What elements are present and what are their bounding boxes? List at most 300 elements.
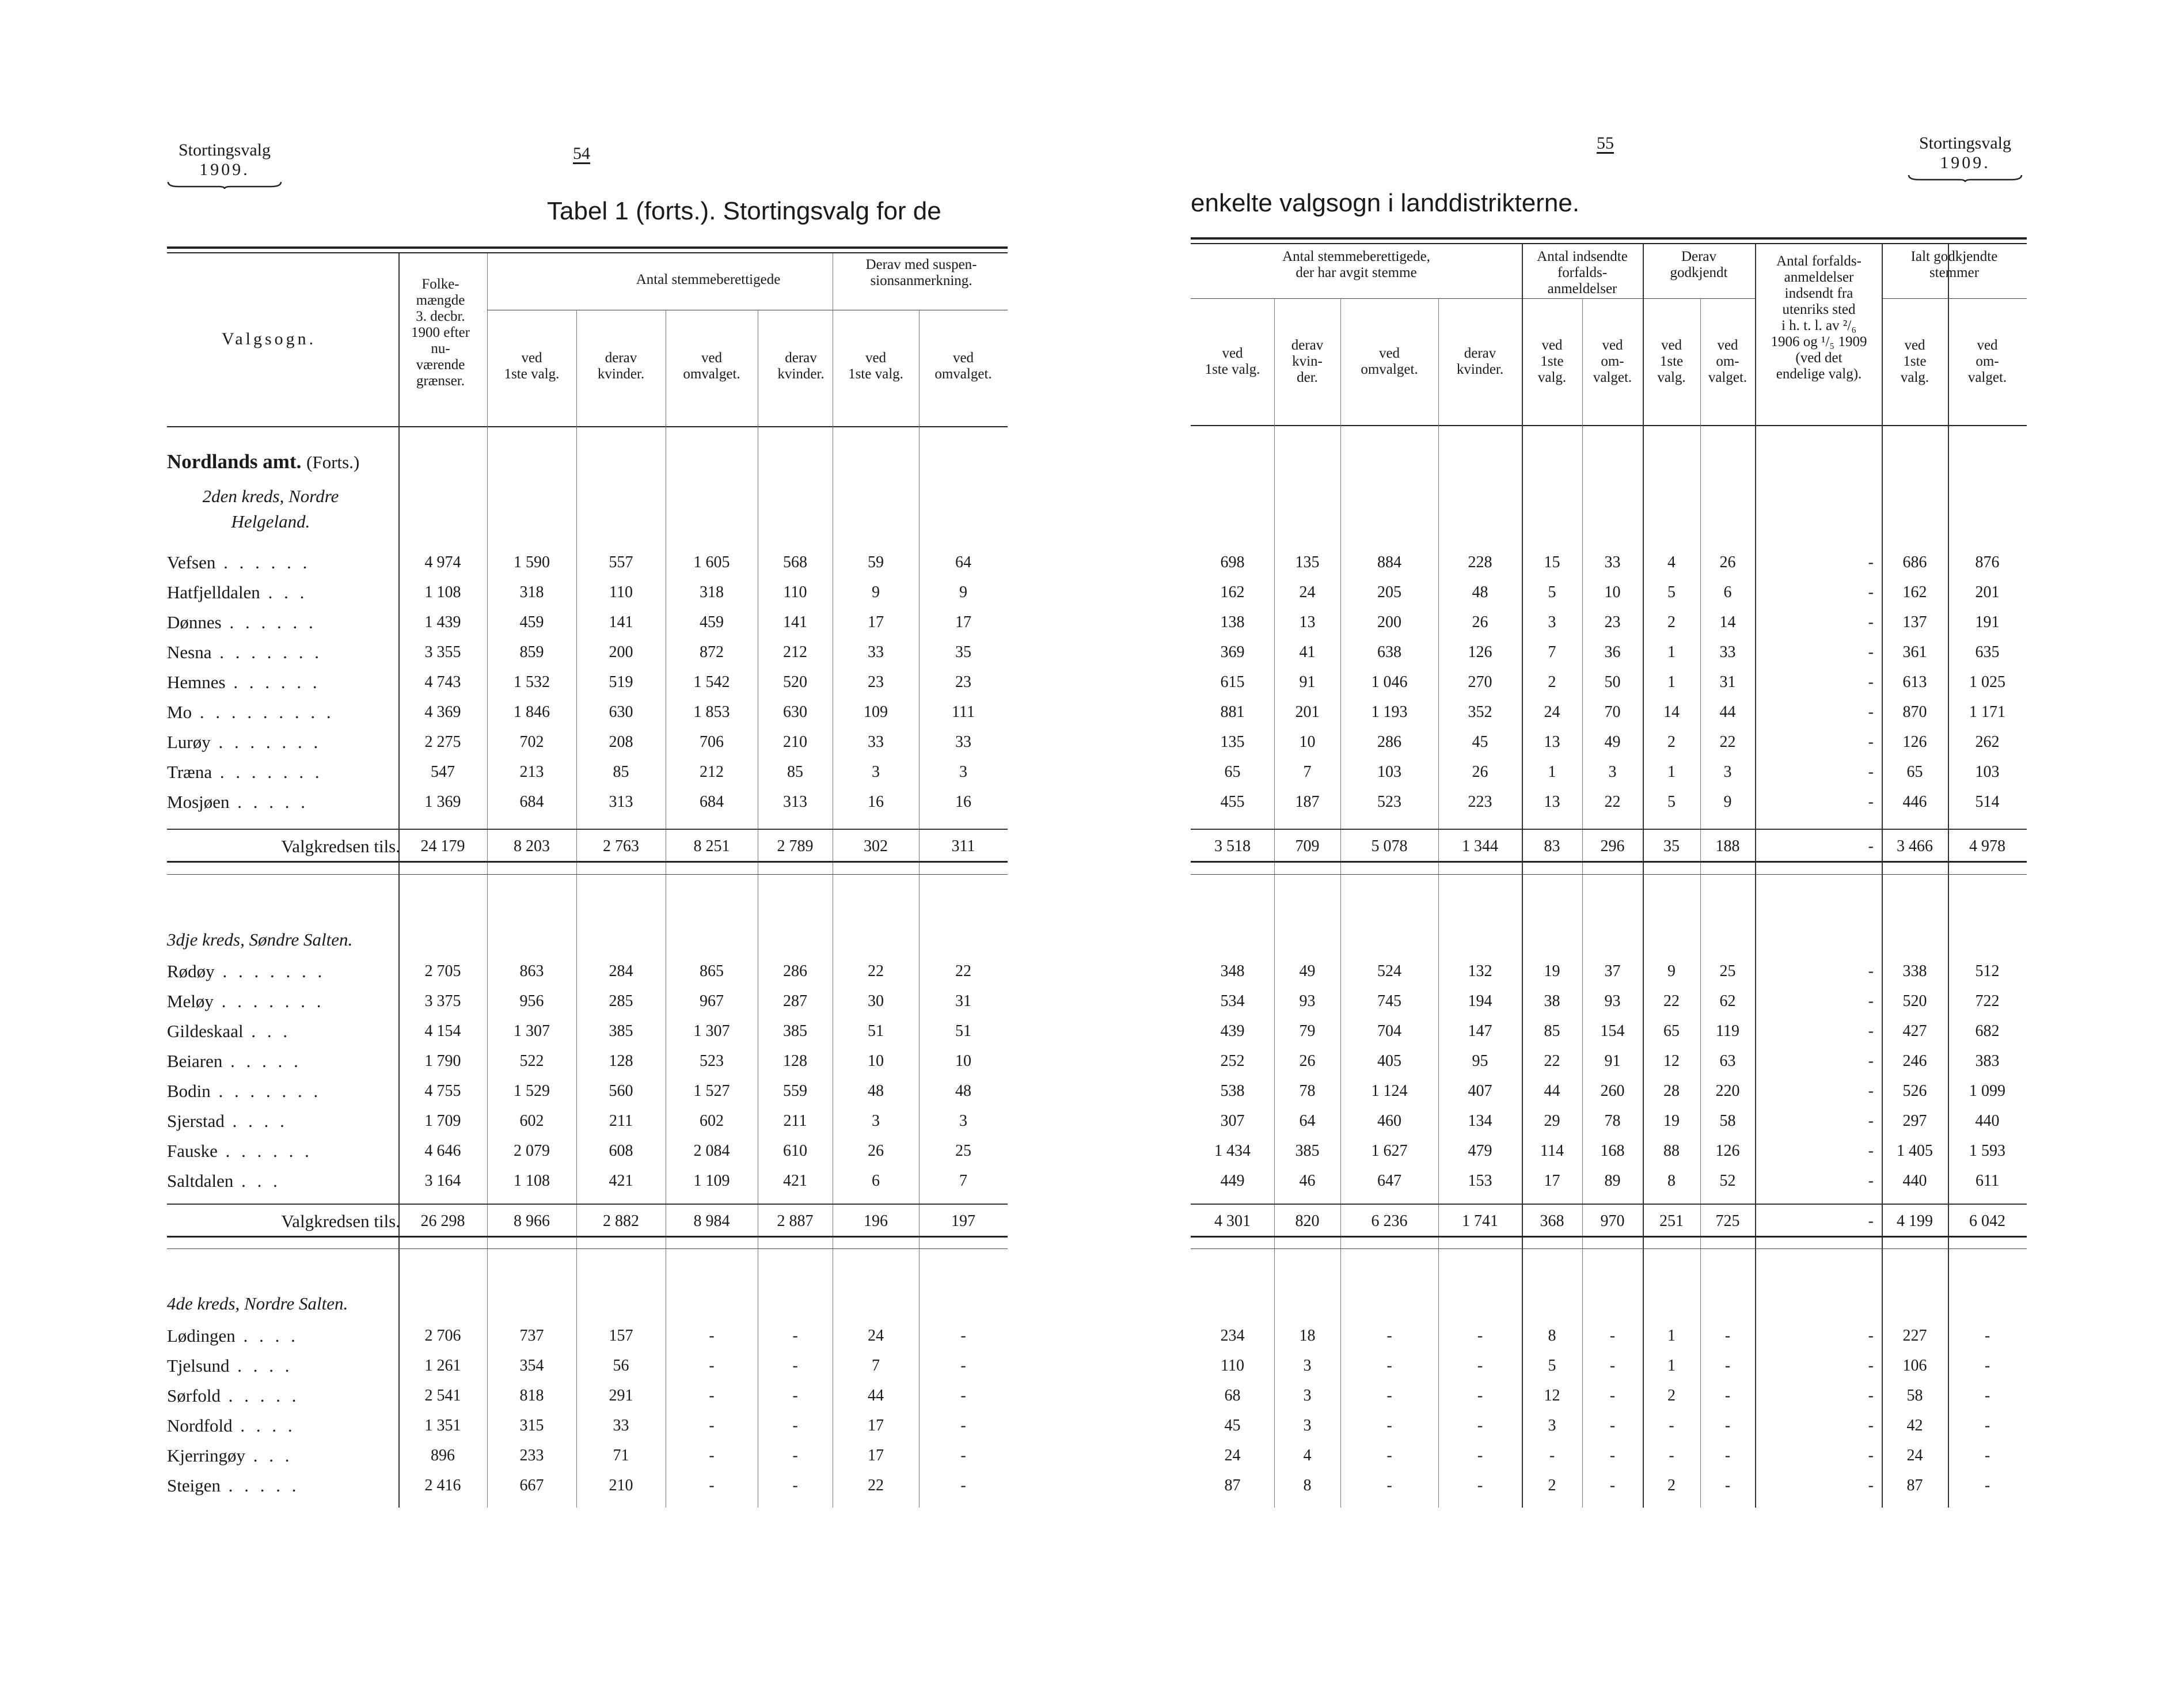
table-cell: - [1386,1387,1392,1405]
header-c6 [1582,337,1643,386]
table-cell: 147 [1468,1022,1492,1040]
header-line: 1906 og ¹/₅ 1909 [1771,334,1867,350]
table-cell: 260 [1600,1082,1625,1100]
table-cell: 7 [1548,643,1556,661]
table-cell: 3 [1548,1417,1556,1434]
header-c5 [1522,337,1582,386]
table-cell: - [1868,1022,1874,1040]
table-cell: - [1868,763,1874,781]
table-cell: 9 [1667,962,1676,980]
section-rule [1191,874,2027,875]
table-top-rule-2 [1191,243,2027,244]
leader-dots: . . . . . . . . . [192,702,335,722]
row-label [167,1167,281,1195]
row-label [167,758,323,787]
header-line: anmeldelser [1784,270,1854,285]
table-cell: - [960,1447,966,1464]
header-line: utenriks sted [1782,302,1856,317]
table-cell: 1 [1667,643,1676,661]
row-label [167,548,310,577]
table-cell: 33 [955,733,971,751]
table-cell: 22 [1719,733,1736,751]
leader-dots: . . . . . [221,1386,300,1406]
table-row [1191,728,2027,757]
col-line [1882,244,1883,1508]
header-sub-rule [1191,298,1755,299]
table-row [1191,1381,2027,1410]
table-cell: 93 [1299,992,1316,1010]
section-title [167,1292,397,1315]
leader-dots: . . . . . . [217,1141,313,1161]
header-line: 1ste [1903,354,1927,369]
table-cell: 610 [783,1142,807,1160]
row-name: Lødingen [167,1326,235,1346]
table-cell: 1 171 [1969,703,2005,721]
section-title [167,484,374,534]
total-cell: 709 [1295,837,1320,855]
table-cell: - [792,1387,798,1405]
table-cell: 68 [1224,1387,1241,1405]
table-cell: 162 [1902,583,1927,601]
corner-title: Stortingsvalg [1919,134,2011,153]
table-cell: 64 [1299,1112,1316,1130]
header-line: (ved det [1795,350,1843,366]
table-cell: 28 [1663,1082,1680,1100]
table-cell: 863 [519,962,544,980]
header-line: valget. [1593,370,1632,385]
table-cell: 602 [519,1112,544,1130]
row-label [167,1441,293,1470]
table-cell: 4 [1303,1447,1312,1464]
table-cell: 2 [1667,1387,1676,1405]
table-cell: 2 [1667,1477,1676,1494]
table-cell: 18 [1299,1327,1316,1345]
table-cell: 896 [431,1447,455,1464]
header-ialt-godkjendte [1882,249,2027,281]
table-cell: 385 [1295,1142,1320,1160]
leader-dots: . . . [245,1445,293,1466]
table-cell: - [960,1417,966,1434]
table-cell: 3 375 [424,992,461,1010]
table-cell: 1 369 [424,793,461,811]
table-cell: 1 853 [693,703,730,721]
total-cell: 296 [1600,837,1625,855]
total-cell: 2 887 [777,1212,814,1230]
table-cell: - [1386,1327,1392,1345]
header-line: mængde [416,293,465,308]
table-cell: 262 [1975,733,2000,751]
header-line: om- [1976,354,1999,369]
table-cell: 16 [868,793,884,811]
table-cell: 2 079 [514,1142,550,1160]
table-cell: 5 [1548,583,1556,601]
table-row [167,1137,1008,1166]
table-cell: - [709,1417,715,1434]
row-name: Nesna [167,642,212,662]
table-cell: 23 [868,673,884,691]
table-cell: 519 [609,673,633,691]
row-label [167,698,335,727]
row-name: Steigen [167,1475,221,1496]
table-cell: 1 [1548,763,1556,781]
table-row [1191,788,2027,817]
table-row [167,788,1008,817]
table-cell: 722 [1975,992,2000,1010]
table-cell: - [1868,992,1874,1010]
header-line: stemmer [1929,265,1980,280]
table-cell: 520 [783,673,807,691]
table-cell: 4 755 [424,1082,461,1100]
table-cell: 313 [783,793,807,811]
table-row [167,957,1008,986]
total-cell: 196 [864,1212,888,1230]
header-line: valg. [1900,370,1929,385]
leader-dots: . . . . . [229,792,309,812]
table-cell: 1 046 [1371,673,1408,691]
header-derav-suspension [835,257,1008,289]
header-line: Folke- [421,276,459,292]
section-rule [1191,1236,2027,1238]
corner-year: 1909. [1940,153,1990,172]
table-cell: 63 [1719,1052,1736,1070]
row-name: Mo [167,702,192,722]
table-cell: 613 [1902,673,1927,691]
total-row [167,1207,1008,1236]
row-label [167,1107,288,1136]
table-cell: 440 [1975,1112,2000,1130]
row-name: Træna [167,762,212,782]
table-cell: 89 [1604,1172,1621,1190]
col-line [1643,244,1644,1508]
table-cell: 385 [783,1022,807,1040]
table-cell: 686 [1902,553,1927,571]
row-name: Rødøy [167,961,215,981]
table-cell: - [960,1327,966,1345]
row-name: Hemnes [167,672,226,692]
corner-title: Stortingsvalg [178,141,271,160]
table-cell: 1 405 [1897,1142,1933,1160]
table-cell: 44 [868,1387,884,1405]
table-cell: 78 [1604,1112,1621,1130]
table-cell: 246 [1902,1052,1927,1070]
table-cell: 48 [955,1082,971,1100]
section-rule [1191,1204,2027,1205]
table-cell: 967 [700,992,724,1010]
table-cell: 88 [1663,1142,1680,1160]
table-cell: 1 108 [514,1172,550,1190]
table-cell: 514 [1975,793,2000,811]
table-cell: 3 [1548,613,1556,631]
total-cell: 2 789 [777,837,814,855]
table-cell: 547 [431,763,455,781]
row-label [167,668,321,697]
table-row [167,638,1008,667]
corner-year: 1909. [199,160,250,179]
table-top-rule-2 [167,252,1008,253]
table-cell: - [1868,1142,1874,1160]
header-line: der. [1297,370,1318,385]
table-cell: 2 [1548,673,1556,691]
table-cell: 13 [1544,733,1560,751]
table-cell: 427 [1902,1022,1927,1040]
total-cell: 2 882 [603,1212,639,1230]
table-cell: 24 [1906,1447,1923,1464]
table-cell: - [1609,1417,1616,1434]
leader-dots: . . . . . . [221,612,317,632]
header-avgit-stemme [1191,249,1522,281]
table-cell: - [1868,1327,1874,1345]
table-cell: 33 [1719,643,1736,661]
table-cell: 881 [1220,703,1245,721]
total-cell: 6 042 [1969,1212,2005,1230]
table-row [1191,1137,2027,1166]
table-cell: 704 [1377,1022,1401,1040]
table-row [1191,1322,2027,1350]
header-line: ved [1602,337,1623,353]
header-line: der har avgit stemme [1296,265,1417,280]
table-cell: 608 [609,1142,633,1160]
table-row [167,1077,1008,1106]
table-cell: 667 [519,1477,544,1494]
header-line: 3. decbr. [416,309,465,324]
table-cell: 1 605 [693,553,730,571]
table-cell: 5 [1548,1357,1556,1375]
table-cell: 3 [959,1112,967,1130]
table-cell: 48 [1472,583,1488,601]
row-label [167,608,317,637]
table-cell: 352 [1468,703,1492,721]
header-line: valg. [1657,370,1686,385]
table-cell: 42 [1906,1417,1923,1434]
table-top-rule [167,246,1008,249]
table-cell: 12 [1544,1387,1560,1405]
table-cell: - [1868,1112,1874,1130]
table-cell: 252 [1220,1052,1245,1070]
table-cell: 1 542 [693,673,730,691]
table-cell: 95 [1472,1052,1488,1070]
row-name: Beiaren [167,1051,223,1071]
table-cell: - [1386,1357,1392,1375]
table-cell: 2 416 [424,1477,461,1494]
table-cell: 2 [1667,733,1676,751]
table-cell: 110 [609,583,633,601]
table-cell: 211 [609,1112,633,1130]
leader-dots: . . . . . . . [214,961,326,981]
header-c7 [1643,337,1700,386]
table-cell: - [1868,1082,1874,1100]
table-cell: 611 [1976,1172,1999,1190]
table-cell: 520 [1902,992,1927,1010]
table-cell: 30 [868,992,884,1010]
table-row [1191,1471,2027,1500]
header-antal-stemmeberettigede: Antal stemmeberettigede [636,272,781,287]
table-cell: - [1609,1327,1616,1345]
left-page [167,0,1008,1708]
table-row [167,987,1008,1016]
table-cell: 522 [519,1052,544,1070]
table-cell: - [1984,1447,1990,1464]
table-cell: 745 [1377,992,1401,1010]
table-cell: 1 527 [693,1082,730,1100]
table-cell: 41 [1299,643,1316,661]
leader-dots: . . . . . [221,1475,300,1496]
table-cell: 91 [1604,1052,1621,1070]
table-cell: - [1477,1477,1483,1494]
table-cell: 211 [783,1112,807,1130]
leader-dots: . . . . . . . [212,762,323,782]
table-cell: 220 [1715,1082,1740,1100]
total-cell: 8 203 [514,837,550,855]
table-cell: 201 [1975,583,2000,601]
table-cell: - [1669,1447,1674,1464]
table-cell: 526 [1902,1082,1927,1100]
table-row [1191,1077,2027,1106]
table-cell: 62 [1719,992,1736,1010]
table-cell: 38 [1544,992,1560,1010]
table-cell: 1 351 [424,1417,461,1434]
brace-icon [1908,174,2023,182]
leader-dots: . . . . . [222,1051,302,1071]
table-cell: 3 [872,1112,880,1130]
header-line: ved [1541,337,1563,353]
table-cell: 17 [868,1417,884,1434]
table-cell: - [1609,1447,1616,1464]
table-cell: 3 [1303,1417,1312,1434]
table-cell: 128 [609,1052,633,1070]
table-cell: 4 974 [424,553,461,571]
table-cell: 698 [1220,553,1245,571]
table-cell: 459 [700,613,724,631]
table-cell: 1 790 [424,1052,461,1070]
table-cell: - [709,1477,715,1494]
table-cell: - [1868,733,1874,751]
table-top-rule [1191,237,2027,240]
col-line [1522,244,1523,1508]
corner-label-right [1908,134,2023,182]
total-cell: 26 298 [420,1212,465,1230]
table-cell: 285 [609,992,633,1010]
table-cell: 3 [959,763,967,781]
table-cell: - [792,1447,798,1464]
section-title [167,928,397,951]
header-c11 [1948,337,2027,386]
table-cell: 17 [1544,1172,1560,1190]
header-line: Antal forfalds- [1776,253,1862,269]
table-cell: 153 [1468,1172,1492,1190]
table-cell: - [1868,793,1874,811]
table-cell: 1 [1667,763,1676,781]
table-row [167,1381,1008,1410]
table-cell: 14 [1663,703,1680,721]
table-cell: - [960,1357,966,1375]
table-cell: 46 [1299,1172,1316,1190]
corner-label-left [167,141,282,189]
table-cell: 187 [1295,793,1320,811]
row-label [167,1322,299,1350]
header-line: ved [701,350,723,366]
header-line: 1ste [1659,354,1684,369]
table-cell: 9 [1723,793,1732,811]
header-line: anmeldelser [1547,281,1617,297]
table-cell: - [1868,643,1874,661]
header-line: ved [521,350,542,366]
total-row [1191,1207,2027,1236]
table-cell: 44 [1544,1082,1560,1100]
table-row [167,698,1008,727]
row-label [167,1411,296,1440]
table-cell: 168 [1600,1142,1625,1160]
table-cell: 23 [1604,613,1621,631]
table-cell: - [1868,1417,1874,1434]
table-cell: 2 084 [693,1142,730,1160]
leader-dots: . . . [233,1171,281,1191]
header-line: ved [1904,337,1925,353]
table-cell: 65 [1663,1022,1680,1040]
header-line: grænser. [416,373,465,389]
header-line: ved [1378,346,1400,361]
header-c10 [1882,337,1948,386]
header-c2 [1274,337,1340,386]
row-name: Sjerstad [167,1111,225,1131]
table-cell: 233 [519,1447,544,1464]
table-cell: 1 590 [514,553,550,571]
table-cell: - [1386,1417,1392,1434]
table-cell: - [792,1327,798,1345]
table-cell: 5 [1667,793,1676,811]
total-cell: 8 966 [514,1212,550,1230]
table-cell: 568 [783,553,807,571]
leader-dots: . . . . . . . [210,732,322,752]
header-line: valget. [1708,370,1747,385]
header-ved-1ste-susp [833,350,919,382]
table-cell: 135 [1220,733,1245,751]
header-utenriks [1758,253,1880,382]
table-cell: 138 [1220,613,1245,631]
table-cell: 1 593 [1969,1142,2005,1160]
table-cell: 684 [519,793,544,811]
header-line: 1ste [1540,354,1564,369]
table-cell: 2 275 [424,733,461,751]
table-cell: 3 [1723,763,1732,781]
table-cell: 10 [1299,733,1316,751]
table-cell: 17 [868,1447,884,1464]
table-cell: 407 [1468,1082,1492,1100]
table-cell: 13 [1299,613,1316,631]
table-cell: 3 [1303,1387,1312,1405]
amt-title [167,450,359,473]
table-cell: 9 [872,583,880,601]
header-line: ved [1717,337,1738,353]
table-cell: 35 [955,643,971,661]
total-cell: - [1868,1212,1874,1230]
table-cell: 1 532 [514,673,550,691]
table-cell: - [709,1447,715,1464]
table-cell: - [960,1477,966,1494]
header-line: kvinder. [777,366,825,382]
table-cell: - [1868,673,1874,691]
table-row [167,1167,1008,1195]
table-cell: - [1549,1447,1555,1464]
table-cell: - [1868,1172,1874,1190]
table-cell: 205 [1377,583,1401,601]
table-cell: 85 [787,763,803,781]
header-line: derav [1464,346,1496,361]
header-line: omvalget. [934,366,992,382]
table-cell: - [1386,1447,1392,1464]
table-cell: 523 [700,1052,724,1070]
table-cell: 48 [868,1082,884,1100]
row-name: Saltdalen [167,1171,234,1191]
